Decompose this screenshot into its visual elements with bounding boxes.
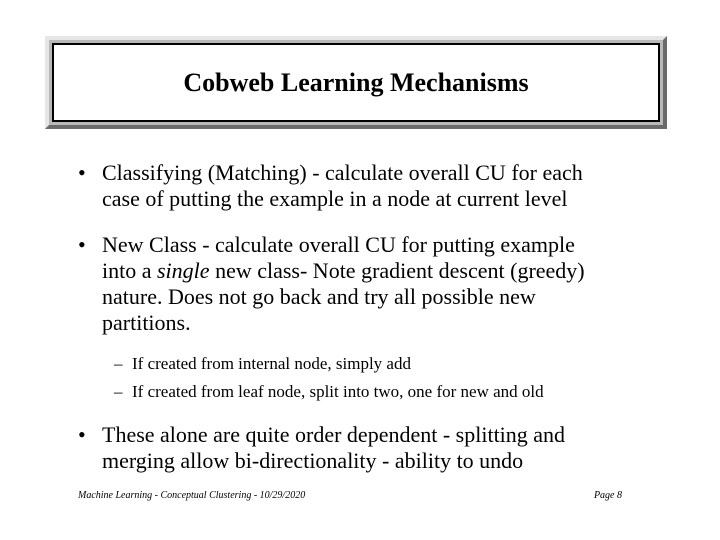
bullet-line: New Class - calculate overall CU for putting example [102,232,575,257]
bullet-classifying [78,160,698,212]
text-run: new class- Note gradient descent (greedy) [209,258,585,283]
sub-bullet-list [78,350,698,406]
slide-content [78,160,698,474]
bullet-line: Classifying (Matching) - calculate overall CU for each [102,160,583,185]
emphasis-single: single [157,258,210,283]
footer-course-info: Machine Learning - Conceptual Clustering - 10/29/2020 [78,490,306,501]
bullet-glyph: • [78,422,86,447]
bullet-order-dependent [78,422,698,474]
bullet-line: partitions. [102,310,191,335]
bullet-line: nature. Does not go back and try all possible new [102,284,536,309]
sub-bullet-leaf-node [114,378,698,406]
slide-title: Cobweb Learning Mechanisms [183,67,529,97]
dash-glyph: – [114,382,123,401]
bullet-line: These alone are quite order dependent - splitting and [102,422,566,447]
sub-bullet-internal-node [114,350,698,378]
title-frame [45,36,667,129]
title-box [52,43,660,122]
bullet-line: case of putting the example in a node at current level [102,186,568,211]
bullet-new-class [78,232,698,336]
text-run: into a [102,258,157,283]
sub-bullet-text: If created from leaf node, split into two, one for new and old [132,382,544,401]
bullet-line [102,258,698,284]
bullet-glyph: • [78,232,86,257]
bullet-line: merging allow bi-directionality - ability to undo [102,448,524,473]
footer-page-number: Page 8 [593,490,622,501]
dash-glyph: – [114,354,123,373]
sub-bullet-text: If created from internal node, simply add [132,354,411,373]
bullet-glyph: • [78,160,86,185]
slide-footer [78,490,622,501]
